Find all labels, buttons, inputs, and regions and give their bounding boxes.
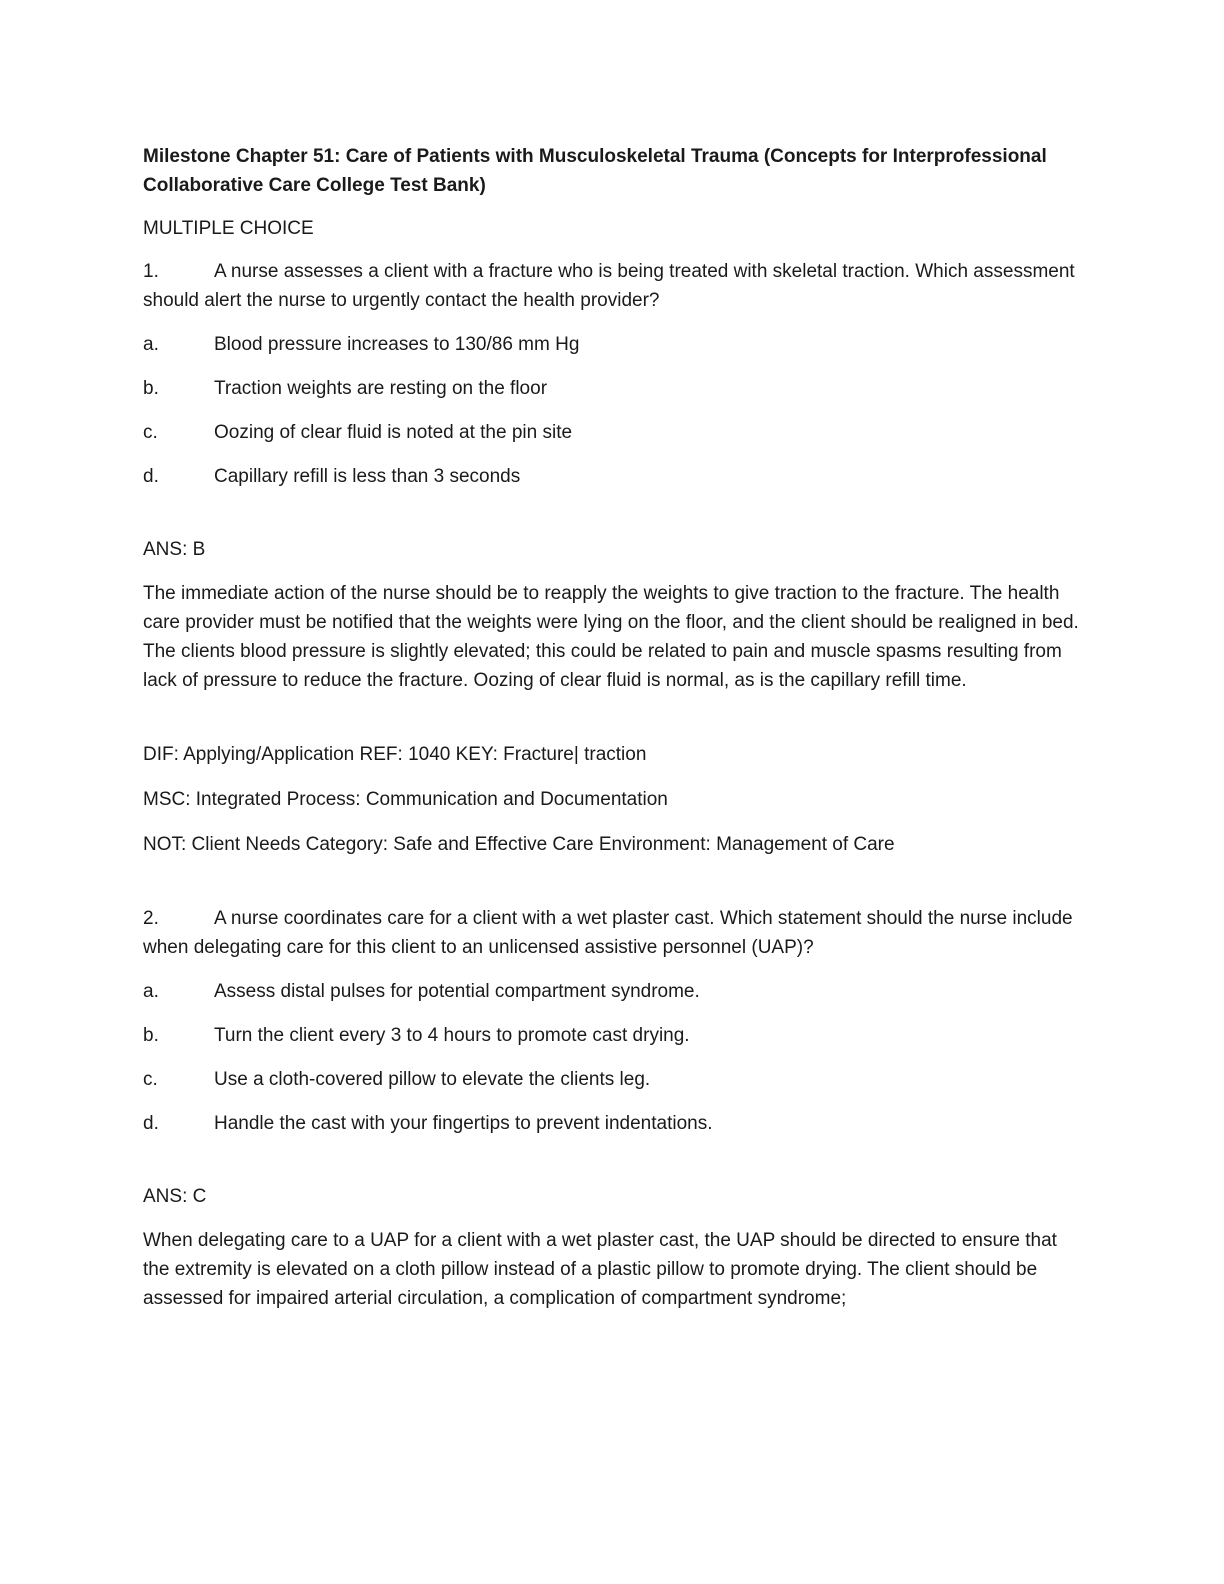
answer-option-b [143,1021,1083,1050]
question-text: A nurse coordinates care for a client with a wet plaster cast. Which statement should the nurse include when delegating care for this client to an unlicensed assistive personnel (UAP)? [143,908,1073,958]
answer-key: ANS: C [143,1186,207,1207]
document-title: Milestone Chapter 51: Care of Patients with Musculoskeletal Trauma (Concepts for Interprofessional Collaborative Care College Test Bank) [143,146,1047,196]
option-letter: b. [143,378,159,399]
option-letter: c. [143,422,158,443]
question-text: A nurse assesses a client with a fracture who is being treated with skeletal traction. Which assessment should alert the nurse to urgently contact the health provider? [143,261,1075,311]
option-text: Capillary refill is less than 3 seconds [214,466,521,487]
answer-option-a [143,977,1083,1006]
option-text: Use a cloth-covered pillow to elevate the clients leg. [214,1069,651,1090]
option-letter: c. [143,1069,158,1090]
answer-option-c [143,418,1083,447]
option-text: Handle the cast with your fingertips to prevent indentations. [214,1113,713,1134]
rationale-text: When delegating care to a UAP for a client with a wet plaster cast, the UAP should be directed to ensure that the extremity is elevated on a cloth pillow instead of a plastic pillow to promote drying. The client should be assessed for impaired arterial circulation, a complication of compartment syndrome; [143,1230,1057,1309]
section-heading: MULTIPLE CHOICE [143,218,314,239]
option-letter: d. [143,1113,159,1134]
option-text: Turn the client every 3 to 4 hours to promote cast drying. [214,1025,690,1046]
spacer [143,506,1083,535]
option-text: Oozing of clear fluid is noted at the pin site [214,422,573,443]
question-number: 1. [143,261,159,282]
spacer [143,1153,1083,1182]
option-text: Blood pressure increases to 130/86 mm Hg [214,334,580,355]
answer-option-c [143,1065,1083,1094]
option-text: Traction weights are resting on the floor [214,378,548,399]
question-2 [143,904,1083,1313]
option-letter: a. [143,981,159,1002]
question-1 [143,257,1083,859]
option-letter: b. [143,1025,159,1046]
answer-option-d [143,462,1083,491]
answer-option-b [143,374,1083,403]
question-stem [143,904,1083,962]
option-letter: d. [143,466,159,487]
rationale-text: The immediate action of the nurse should be to reapply the weights to give traction to the fracture. The health care provider must be notified that the weights were lying on the floor, and the client should be realigned in bed. The clients blood pressure is slightly elevated; this could be related to pain and muscle spasms resulting from lack of pressure to reduce the fracture. Oozing of clear fluid is normal, as is the capillary refill time. [143,583,1079,691]
option-letter: a. [143,334,159,355]
spacer [143,695,1083,740]
client-needs-line: NOT: Client Needs Category: Safe and Effective Care Environment: Management of Care [143,834,895,855]
answer-option-d [143,1109,1083,1138]
answer-key: ANS: B [143,539,206,560]
option-text: Assess distal pulses for potential compartment syndrome. [214,981,700,1002]
question-stem [143,257,1083,315]
msc-line: MSC: Integrated Process: Communication and Documentation [143,789,668,810]
difficulty-line: DIF: Applying/Application REF: 1040 KEY: Fracture| traction [143,744,647,765]
question-number: 2. [143,908,159,929]
answer-option-a [143,330,1083,359]
spacer [143,875,1083,904]
document-page [143,142,1083,1313]
